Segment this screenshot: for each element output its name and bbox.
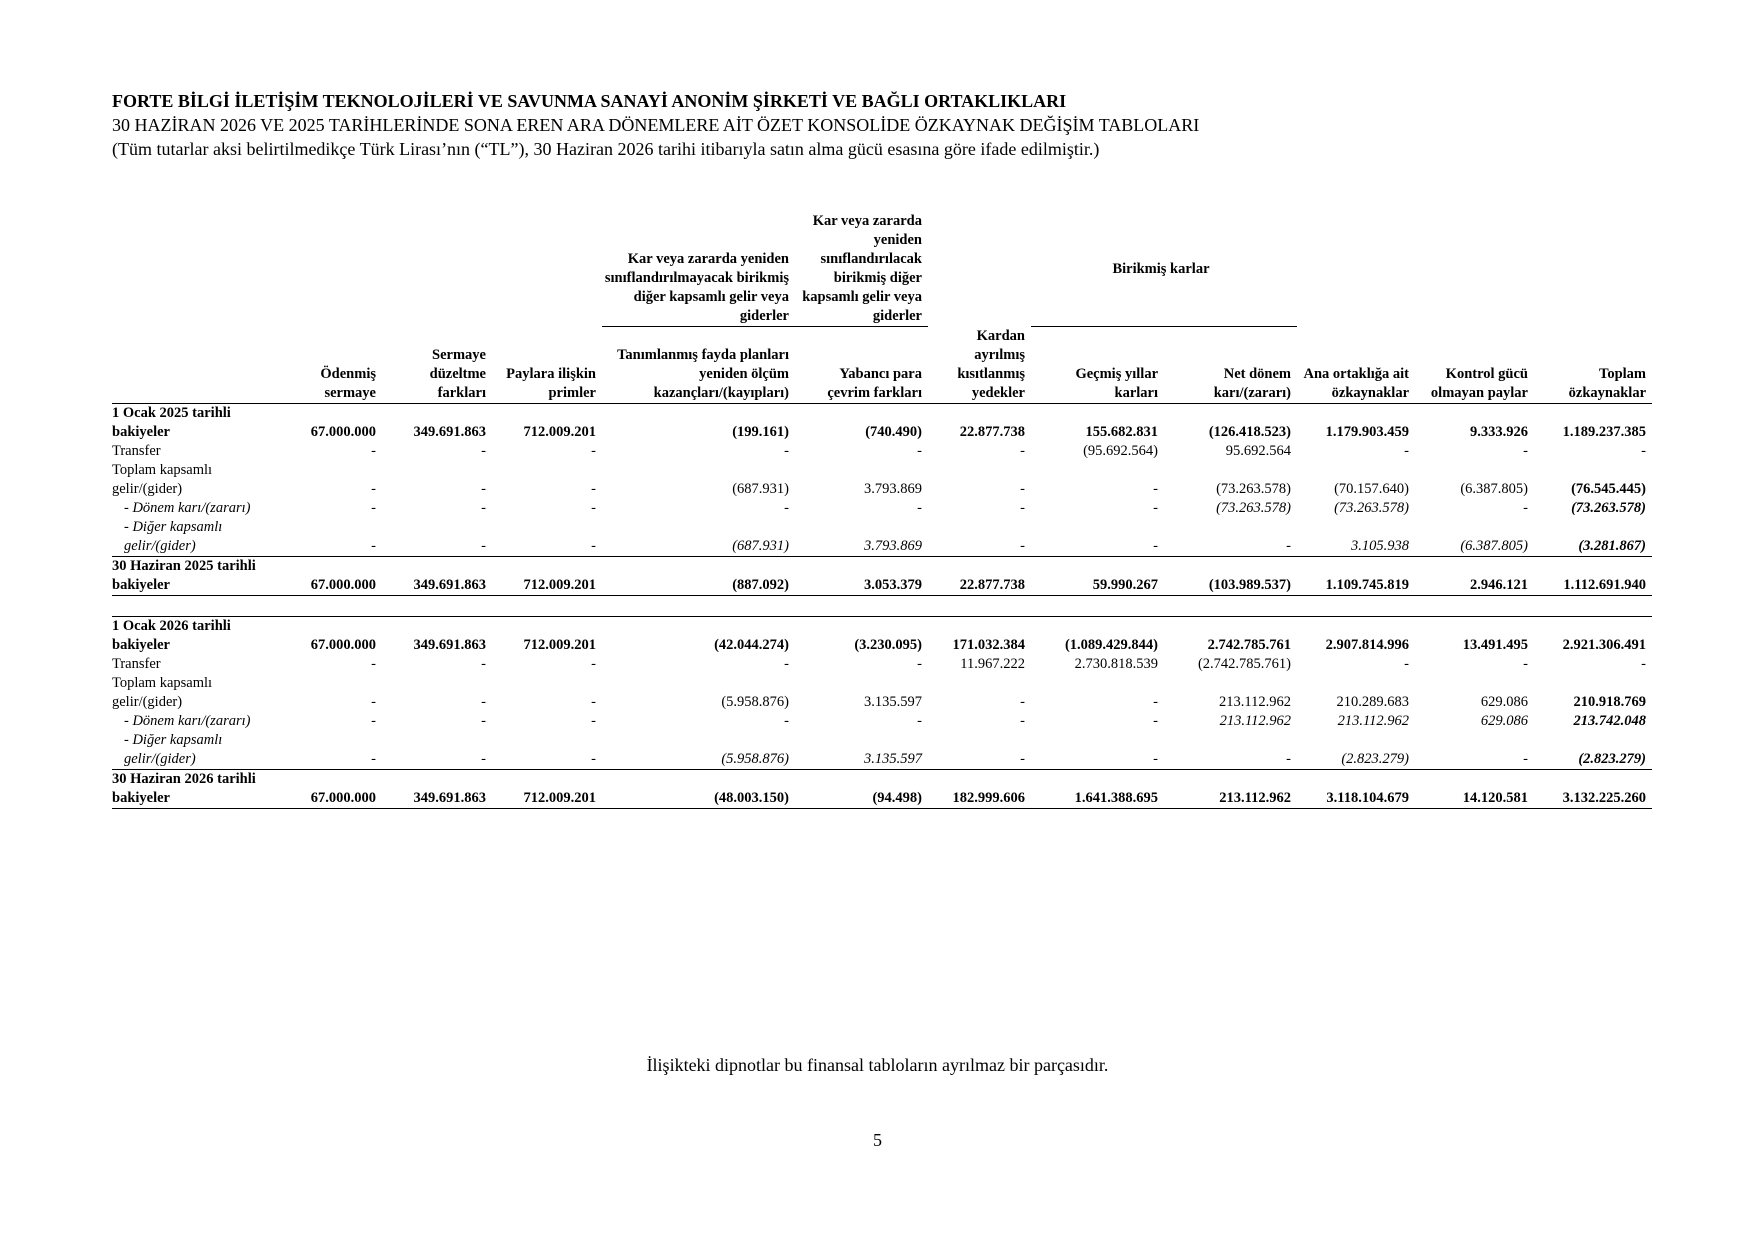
col-header-capital-adjustment: Sermaye düzeltme farkları [429,346,486,401]
table-row [112,518,1652,557]
table-cell: (2.823.279) [1297,731,1415,770]
table-cell: (73.263.578) [1216,499,1291,516]
table-cell: - [481,712,486,729]
table-cell: 9.333.926 [1415,403,1534,442]
table-cell: (1.089.429.844) [1031,616,1164,655]
row-label: Transfer [112,442,161,459]
table-cell: 3.135.597 [864,693,922,710]
table-cell: - [784,442,789,459]
separator-cell [112,595,1652,616]
table-cell: - [1153,480,1158,497]
col-header-paid-capital: Ödenmiş sermaye [320,365,376,401]
table-row [112,655,1652,674]
table-cell: (6.387.805) [1460,480,1528,497]
table-cell: 182.999.606 [928,769,1031,808]
table-cell: - [382,518,492,557]
table-cell: 349.691.863 [382,769,492,808]
table-cell: - [272,518,382,557]
table-cell: - [1523,655,1528,672]
table-cell: 213.112.962 [1219,712,1291,729]
table-cell: 14.120.581 [1415,769,1534,808]
page-number: 5 [873,1130,882,1150]
table-cell: - [784,655,789,672]
table-cell: 3.118.104.679 [1297,769,1415,808]
table-cell: - [591,442,596,459]
table-row [112,403,1652,442]
col-header-remeasurement: Tanımlanmış fayda planları yeniden ölçüm kazançları/(kayıpları) [617,346,789,401]
table-cell: 155.682.831 [1031,403,1164,442]
column-header-row [112,327,1652,404]
table-cell: (73.263.578) [1216,480,1291,497]
table-cell: 349.691.863 [382,556,492,595]
table-row [112,731,1652,770]
table-row [112,461,1652,499]
table-cell: (103.989.537) [1164,556,1297,595]
table-cell: - [1020,442,1025,459]
table-cell: - [481,499,486,516]
table-row [112,674,1652,712]
table-cell: 22.877.738 [928,403,1031,442]
table-cell: 349.691.863 [382,403,492,442]
table-cell: - [1404,655,1409,672]
row-label: 1 Ocak 2026 tarihli bakiyeler [112,616,272,655]
table-cell: 1.112.691.940 [1534,556,1652,595]
table-cell: - [371,480,376,497]
table-cell: (42.044.274) [602,616,795,655]
table-cell: - [1020,480,1025,497]
table-cell: 213.112.962 [1164,769,1297,808]
group-header-row [112,212,1652,327]
table-cell: - [591,499,596,516]
table-cell: (3.230.095) [795,616,928,655]
table-row [112,499,1652,518]
col-header-parent-equity: Ana ortaklığa ait özkaynaklar [1303,365,1409,401]
group-header-reclassified: Kar veya zararda yeniden sınıflandırılacak birikmiş diğer kapsamlı gelir veya giderler [795,212,928,327]
row-label: - Dönem karı/(zararı) [124,712,251,729]
table-cell: (2.742.785.761) [1197,655,1291,672]
table-cell: - [481,480,486,497]
document-header [112,89,1652,161]
footnote: İlişikteki dipnotlar bu finansal tabloların ayrılmaz bir parçasıdır. [646,1055,1109,1075]
table-cell: 1.179.903.459 [1297,403,1415,442]
table-cell: - [784,712,789,729]
table-cell: - [1153,693,1158,710]
table-cell: - [272,731,382,770]
table-cell: 213.742.048 [1573,712,1646,729]
table-cell: - [1153,499,1158,516]
table-cell: (740.490) [795,403,928,442]
table-cell: (126.418.523) [1164,403,1297,442]
row-label: - Diğer kapsamlı gelir/(gider) [112,518,272,557]
table-cell: 2.921.306.491 [1534,616,1652,655]
table-cell: (5.958.876) [602,731,795,770]
table-cell: - [917,712,922,729]
table-body [112,403,1652,808]
table-cell: (48.003.150) [602,769,795,808]
table-cell: - [928,518,1031,557]
table-cell: 1.189.237.385 [1534,403,1652,442]
table-cell: 1.641.388.695 [1031,769,1164,808]
table-cell: 629.086 [1480,712,1528,729]
table-cell: - [371,442,376,459]
row-label: 30 Haziran 2026 tarihli bakiyeler [112,769,272,808]
table-cell: (687.931) [732,480,789,497]
table-cell: (5.958.876) [721,693,789,710]
table-cell: - [591,712,596,729]
table-cell: 67.000.000 [272,403,382,442]
table-cell: - [1031,518,1164,557]
col-header-retained-earnings: Geçmiş yıllar karları [1075,365,1158,401]
table-cell: - [1020,712,1025,729]
company-title: FORTE BİLGİ İLETİŞİM TEKNOLOJİLERİ VE SAVUNMA SANAYİ ANONİM ŞİRKETİ VE BAĞLI ORTAKLIKLARI [112,91,1067,111]
table-cell: (94.498) [795,769,928,808]
table-cell: - [1164,731,1297,770]
table-cell: 3.793.869 [795,518,928,557]
table-cell: 67.000.000 [272,769,382,808]
table-cell: - [1153,712,1158,729]
table-cell: - [481,693,486,710]
table-cell: 213.112.962 [1219,693,1291,710]
table-cell: - [481,655,486,672]
table-cell: (6.387.805) [1415,518,1534,557]
table-cell: - [917,499,922,516]
table-cell: - [784,499,789,516]
col-header-non-controlling: Kontrol gücü olmayan paylar [1430,365,1528,401]
table-cell: - [1404,442,1409,459]
table-cell: - [591,480,596,497]
row-label: 30 Haziran 2025 tarihli bakiyeler [112,556,272,595]
table-cell: 11.967.222 [960,655,1025,672]
row-label: - Dönem karı/(zararı) [124,499,251,516]
table-cell: 3.132.225.260 [1534,769,1652,808]
col-header-restricted-reserves: Kardan ayrılmış kısıtlanmış yedekler [957,327,1025,401]
table-cell: - [492,731,602,770]
table-cell: 712.009.201 [492,556,602,595]
table-cell: (76.545.445) [1571,480,1646,497]
table-cell: 213.112.962 [1337,712,1409,729]
table-cell: (95.692.564) [1083,442,1158,459]
table-row [112,769,1652,808]
table-cell: 1.109.745.819 [1297,556,1415,595]
table-cell: - [1020,693,1025,710]
equity-changes-table [112,212,1652,809]
section-separator [112,595,1652,616]
table-cell: 95.692.564 [1225,442,1291,459]
row-label: Toplam kapsamlı gelir/(gider) [112,674,213,710]
table-cell: - [1641,655,1646,672]
table-cell: (887.092) [602,556,795,595]
table-cell: 22.877.738 [928,556,1031,595]
table-cell: (70.157.640) [1334,480,1409,497]
table-cell: - [1415,731,1534,770]
table-cell: (687.931) [602,518,795,557]
table-cell: 13.491.495 [1415,616,1534,655]
table-row [112,712,1652,731]
table-cell: 3.135.597 [795,731,928,770]
table-cell: 3.053.379 [795,556,928,595]
table-cell: 210.289.683 [1336,693,1409,710]
col-header-net-profit: Net dönem karı/(zararı) [1213,365,1291,401]
table-cell: - [492,518,602,557]
table-cell: 349.691.863 [382,616,492,655]
table-cell: - [481,442,486,459]
table-cell: - [1641,442,1646,459]
table-cell: 3.793.869 [864,480,922,497]
table-cell: 59.990.267 [1031,556,1164,595]
table-cell: (73.263.578) [1571,499,1646,516]
col-header-total-equity: Toplam özkaynaklar [1568,365,1646,401]
table-cell: - [1031,731,1164,770]
table-cell: 629.086 [1480,693,1528,710]
table-cell: 2.907.814.996 [1297,616,1415,655]
table-cell: - [917,655,922,672]
currency-note: (Tüm tutarlar aksi belirtilmedikçe Türk Lirası’nın (“TL”), 30 Haziran 2026 tarihi itibarıyla satın alma gücü esasına göre ifade edilmiştir.) [112,139,1100,159]
table-cell: 67.000.000 [272,556,382,595]
table-cell: (2.823.279) [1534,731,1652,770]
group-header-not-reclassified: Kar veya zararda yeniden sınıflandırılmayacak birikmiş diğer kapsamlı gelir veya giderler [602,212,795,327]
table-cell: (199.161) [602,403,795,442]
table-cell: 210.918.769 [1573,693,1646,710]
table-cell: (73.263.578) [1334,499,1409,516]
table-cell: - [371,693,376,710]
table-cell: - [371,499,376,516]
table-row [112,616,1652,655]
table-cell: - [371,712,376,729]
col-header-share-premium: Paylara ilişkin primler [506,365,596,401]
table-cell: - [371,655,376,672]
row-label: 1 Ocak 2025 tarihli bakiyeler [112,403,272,442]
row-label: Toplam kapsamlı gelir/(gider) [112,461,213,497]
table-row [112,556,1652,595]
table-row [112,442,1652,461]
table-cell: (3.281.867) [1534,518,1652,557]
statement-subtitle: 30 HAZİRAN 2026 VE 2025 TARİHLERİNDE SONA EREN ARA DÖNEMLERE AİT ÖZET KONSOLİDE ÖZKAYNAK DEĞİŞİM TABLOLARI [112,115,1200,135]
col-header-currency-translation: Yabancı para çevrim farkları [827,365,922,401]
table-cell: - [917,442,922,459]
table-cell: 2.742.785.761 [1164,616,1297,655]
table-cell: - [1523,499,1528,516]
table-cell: - [591,655,596,672]
table-cell: 712.009.201 [492,403,602,442]
table-cell: 2.730.818.539 [1074,655,1158,672]
row-label: - Diğer kapsamlı gelir/(gider) [112,731,272,770]
row-label: Transfer [112,655,161,672]
table-cell: 3.105.938 [1297,518,1415,557]
table-cell: 67.000.000 [272,616,382,655]
group-header-retained-earnings: Birikmiş karlar [1031,212,1297,327]
table-cell: 712.009.201 [492,769,602,808]
table-cell: 2.946.121 [1415,556,1534,595]
table-cell: - [928,731,1031,770]
table-cell: - [1020,499,1025,516]
table-cell: - [1164,518,1297,557]
table-cell: 171.032.384 [928,616,1031,655]
table-cell: - [382,731,492,770]
table-cell: - [1523,442,1528,459]
table-cell: - [591,693,596,710]
table-cell: 712.009.201 [492,616,602,655]
